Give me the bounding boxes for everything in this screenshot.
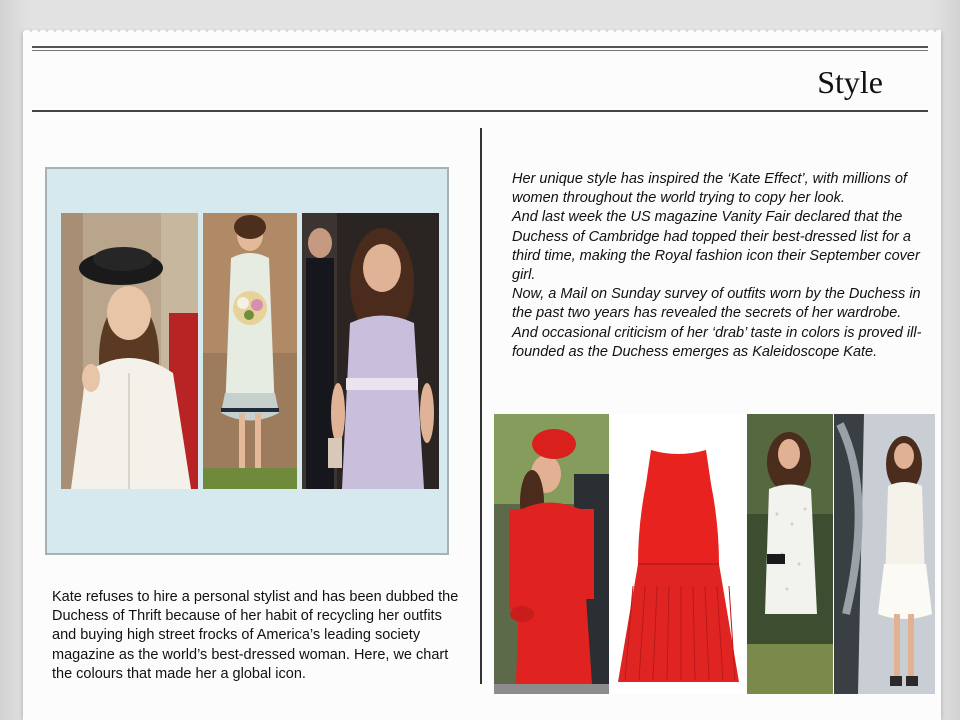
photo-white-lace-dress [747,414,833,694]
quote-paragraph: Now, a Mail on Sunday survey of outfits worn by the Duchess in the past two years has revealed the secrets of her wardrobe. And occasional criticism of her ‘drab’ taste in colors is proved ill-founded as the Duchess emerges as Kaleidoscope Kate. [512,286,922,360]
red-dress-product-icon [611,414,746,694]
photo-red-dress-product [611,414,746,694]
photo-collage-panel [45,167,449,555]
torn-edge [23,26,941,34]
header-rule-thin [32,50,928,51]
photo-lilac-gown [302,213,439,489]
page-title: Style [817,64,883,100]
quote-paragraph: Her unique style has inspired the ‘Kate Effect’, with millions of women throughout the world trying to copy her look. [512,171,907,207]
column-divider [480,128,482,684]
woman-white-dress-bouquet-icon [203,213,297,489]
header-rule [32,46,928,48]
photo-red-outfit [494,414,609,694]
woman-white-lace-dress-icon [747,414,833,694]
photo-white-dress-sculpture [834,414,935,694]
quote-block [512,170,922,362]
woman-lilac-gown-icon [302,213,439,489]
quote-paragraph: And last week the US magazine Vanity Fair declared that the Duchess of Cambridge had topped their best-dressed list for a third time, making the Royal fashion icon their September cover girl. [512,209,920,284]
photo-white-coat [61,213,198,489]
woman-red-dress-red-hat-icon [494,414,609,694]
woman-white-coat-icon [61,213,198,489]
woman-white-dress-sculpture-icon [834,414,935,694]
page-sheet [23,32,941,720]
title-rule [32,110,928,112]
caption-text: Kate refuses to hire a personal stylist and has been dubbed the Duchess of Thrift because of her habit of recycling her outfits and buying high street frocks of America’s leading society magazine as the world’s best-dressed woman. Here, we chart the colours that made her a global icon. [52,589,459,682]
photo-white-dress-bouquet [203,213,297,489]
